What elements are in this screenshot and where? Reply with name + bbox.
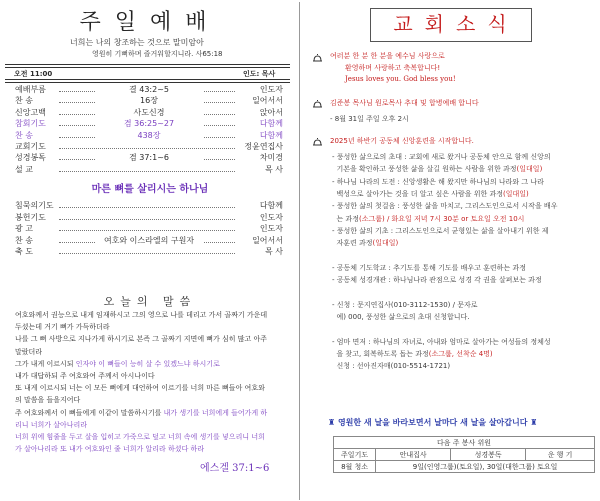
dotted-leader	[59, 207, 235, 208]
scripture-highlight: 너희 위에 힘줄을 두고 살을 입히고 가죽으로 덮고 너희 속에 생기를 넣으리니 너희	[15, 433, 265, 441]
title-verse-1: 너희는 나의 창조하는 것으로 말미암아	[70, 38, 204, 47]
order-label: 광 고	[15, 224, 33, 234]
order-row	[15, 107, 283, 119]
order-label: 찬 송	[15, 96, 33, 106]
title-verse-2: 영원히 기뻐하며 즐거워할지니라. 사65:18	[92, 50, 223, 58]
order-label: 축 도	[15, 247, 33, 257]
order-row	[15, 164, 283, 176]
training-line	[332, 361, 600, 372]
order-label: 참회기도	[15, 119, 46, 129]
order-person: 목 사	[265, 164, 283, 174]
scripture-text: 말랐더라	[15, 347, 43, 356]
order-row	[15, 212, 283, 224]
training-line	[332, 263, 600, 274]
order-row	[15, 200, 283, 212]
double-rule-top	[5, 64, 290, 68]
training-text: 는 과정	[332, 214, 359, 223]
scripture-line	[15, 334, 295, 345]
order-detail: 16장	[95, 95, 203, 107]
training-line	[332, 349, 600, 360]
dotted-leader	[59, 253, 235, 254]
motto-banner: ♜ 영원한 새 날을 바라보면서 날마다 새 날을 살아갑니다 ♜	[328, 418, 538, 427]
order-person: 인도자	[259, 212, 283, 222]
scripture-highlight: 가 살아나리라 또 내가 여호와인 줄 너희가 알리라 하셨다 하라	[15, 445, 205, 454]
training-text: 자훈련 과정	[332, 239, 373, 248]
order-label: 봉헌기도	[15, 212, 46, 222]
service-volunteer-table	[333, 436, 595, 473]
order-person: 일어서서	[252, 96, 283, 106]
training-text: - 풍성한 삶의 기초 : 그리스도인으로서 균형있는 삶을 살아내기 위한 제	[332, 226, 549, 235]
scripture-line	[15, 383, 295, 394]
training-line	[332, 275, 600, 286]
order-row	[15, 223, 283, 235]
order-row	[15, 84, 283, 96]
order-detail: 결 43:2~5	[95, 84, 203, 96]
order-label: 성경봉독	[15, 153, 46, 163]
order-person: 앉아서	[259, 107, 283, 117]
scripture-line	[15, 371, 295, 382]
pastor-line: - 8월 31일 주일 오후 2시	[330, 115, 409, 123]
scripture-line	[15, 395, 295, 406]
bell-icon	[312, 53, 323, 63]
training-line	[332, 214, 600, 225]
training-text: - 하나님 나라의 도전 : 신앙생활은 해 왔지만 하나님의 나라와 그 나라	[332, 177, 544, 186]
news-title: 교회소식	[393, 12, 519, 36]
order-row	[15, 95, 283, 107]
training-text: - 공동체 기도학교 : 추기도를 통해 기도를 배우고 훈련하는 과정	[332, 263, 526, 272]
welcome-line: Jesus loves you. God bless you!	[345, 75, 456, 83]
scripture-text: 그가 내게 이르시되	[15, 359, 76, 368]
training-text: 백성으로 살아가는 것을 더 알고 싶은 사람을 위한 과정	[332, 189, 504, 198]
table-title: 다음 주 봉사 위원	[334, 437, 595, 449]
scripture-highlight: 인자야 이 뼈들이 능히 살 수 있겠느냐 하시기로	[75, 359, 220, 368]
double-rule-bottom	[5, 79, 290, 83]
training-text: - 공동체 성경개관 : 하나님나라 관점으로 성경 각 권을 살펴보는 과정	[332, 276, 542, 284]
order-person: 인도자	[259, 85, 283, 94]
training-line	[332, 164, 600, 175]
worship-title: 주일예배	[79, 10, 221, 35]
training-line	[332, 238, 600, 249]
dotted-leader	[59, 171, 235, 172]
training-highlight: (일대일)	[503, 189, 529, 198]
order-label: 교회기도	[15, 142, 46, 151]
order-person: 인도자	[259, 224, 283, 234]
scripture-text: 나를 그 뼈 사방으로 지나가게 하시기로 본즉 그 골짜기 지면에 뼈가 심히 많고 아주	[15, 335, 268, 344]
bell-icon	[312, 99, 323, 109]
training-line	[332, 152, 600, 163]
service-leader: 인도: 목사	[243, 70, 276, 78]
training-text: 신청 : 선아진자매(010-5514-1721)	[332, 362, 451, 371]
training-title: 2025년 하반기 공동체 신앙훈련을 시작합니다.	[330, 137, 474, 145]
welcome-line: 환영하며 사랑하고 축복합니다!	[345, 63, 441, 72]
training-line	[332, 300, 600, 311]
scripture-line	[15, 310, 295, 321]
training-text: 을 찾고, 회복하도록 돕는 과정	[332, 349, 429, 358]
order-detail: 여호와 이스라엘의 구원자	[95, 235, 203, 247]
table-header: 안내집사	[376, 449, 451, 461]
order-person: 정윤연집사	[244, 142, 283, 151]
training-highlight: (소그룹, 선착순 4명)	[428, 349, 493, 358]
order-detail: 사도신경	[95, 107, 203, 119]
news-title-box	[370, 8, 532, 42]
order-row	[15, 118, 283, 130]
training-highlight: (일대일)	[516, 165, 543, 174]
order-person: 목 사	[265, 247, 283, 257]
scripture-text: 두셨는데 거기 뼈가 가득하더라	[15, 323, 110, 332]
order-label: 예배부름	[15, 85, 46, 94]
training-text: - 신청 : 문지연집사(010-3112-1530) / 문자로	[332, 300, 478, 309]
scripture-reference: 에스겔 37:1~6	[200, 463, 270, 474]
order-person: 다함께	[259, 119, 283, 129]
dotted-leader	[59, 148, 235, 149]
order-label: 신앙고백	[15, 107, 46, 117]
welcome-line: 여러분 한 분 한 분을 예수님 사랑으로	[330, 52, 445, 60]
order-detail: 겸 37:1~6	[95, 152, 203, 164]
training-text: - 풍성한 삶으로의 초대 : 교회에 새로 왔거나 공동체 안으로 함께 신앙의	[332, 153, 551, 161]
scripture-line	[15, 322, 295, 333]
scripture-highlight: 내가 생기를 너희에게 들어가게 하	[163, 408, 268, 417]
dotted-leader	[59, 230, 235, 231]
training-line	[332, 177, 600, 188]
order-label: 침묵의기도	[15, 201, 54, 210]
scripture-line	[15, 408, 295, 419]
training-text: 기본을 확인하고 풍성한 삶을 살길 원하는 사람을 위한 과정	[332, 165, 517, 174]
order-person: 다함께	[259, 130, 283, 140]
scripture-text: 또 내게 이르시되 너는 이 모든 뼈에게 대언하여 이르기를 너희 마른 뼈들아 여호와	[15, 384, 265, 393]
scripture-line	[15, 444, 295, 455]
dotted-leader	[59, 219, 235, 220]
table-cell: 8월 청소	[334, 461, 376, 473]
scripture-line	[15, 420, 295, 431]
scripture-line	[15, 432, 295, 443]
training-text: 예) 000, 풍성한 삶으로의 초대 신청합니다.	[332, 312, 470, 321]
order-row	[15, 246, 283, 258]
bell-icon	[312, 137, 323, 147]
church-news-panel	[300, 0, 600, 501]
pastor-line: 김준봉 목사님 원로목사 추대 및 합병예배 합니다	[330, 99, 479, 107]
table-header: 운 행 기	[526, 449, 595, 461]
scripture-text: 의 말씀을 들을지어다	[15, 396, 81, 405]
order-detail: 438장	[95, 130, 203, 142]
training-highlight: (소그룹) / 화요일 저녁 7시 30분 or 토요일 오전 10시	[358, 214, 525, 223]
table-header: 주일기도	[334, 449, 376, 461]
order-person: 차미경	[259, 153, 283, 163]
scripture-line	[15, 359, 295, 370]
order-detail: 겸 36:25~27	[95, 118, 203, 130]
order-row	[15, 141, 283, 153]
order-label: 찬 송	[15, 130, 33, 140]
order-label: 찬 송	[15, 235, 33, 245]
scripture-line	[15, 347, 295, 358]
order-row	[15, 152, 283, 164]
scripture-text: 여호와께서 권능으로 내게 임재하시고 그의 영으로 나를 데리고 가서 골짜기 가운데	[15, 311, 268, 319]
scripture-text: 내가 대답하되 주 여호와여 주께서 아시나이다	[15, 372, 155, 380]
table-header: 성경봉독	[451, 449, 526, 461]
training-line	[332, 226, 600, 237]
training-text: - 엄마 면저 : 하나님의 자녀로, 아내와 엄마로 살아가는 여성들의 정체성	[332, 337, 551, 346]
training-text: - 풍성한 삶의 첫걸음 : 풍성한 삶을 마치고, 그리스도인으로서 시작을 배우	[332, 202, 558, 211]
training-highlight: (일대일)	[372, 239, 399, 248]
training-line	[332, 189, 600, 200]
training-line	[332, 337, 600, 348]
order-person: 다함께	[259, 201, 283, 210]
scripture-text: 주 여호와께서 이 뼈들에게 이같이 말씀하시기를	[15, 408, 164, 417]
order-row	[15, 235, 283, 247]
sermon-heading: 마른 뼈를 살리시는 하나님	[91, 184, 209, 195]
order-row	[15, 130, 283, 142]
order-label: 설 교	[15, 164, 33, 174]
table-cell: 9일(인영그룹)(토요일), 30일(대한그룹) 토요일	[376, 461, 595, 473]
service-time: 오전 11:00	[14, 70, 53, 78]
scripture-highlight: 리니 너희가 살아나리라	[15, 420, 88, 429]
order-person: 일어서서	[252, 235, 283, 245]
training-line	[332, 312, 600, 323]
training-line	[332, 201, 600, 212]
todays-word-title: 오늘의 말씀	[103, 295, 197, 308]
